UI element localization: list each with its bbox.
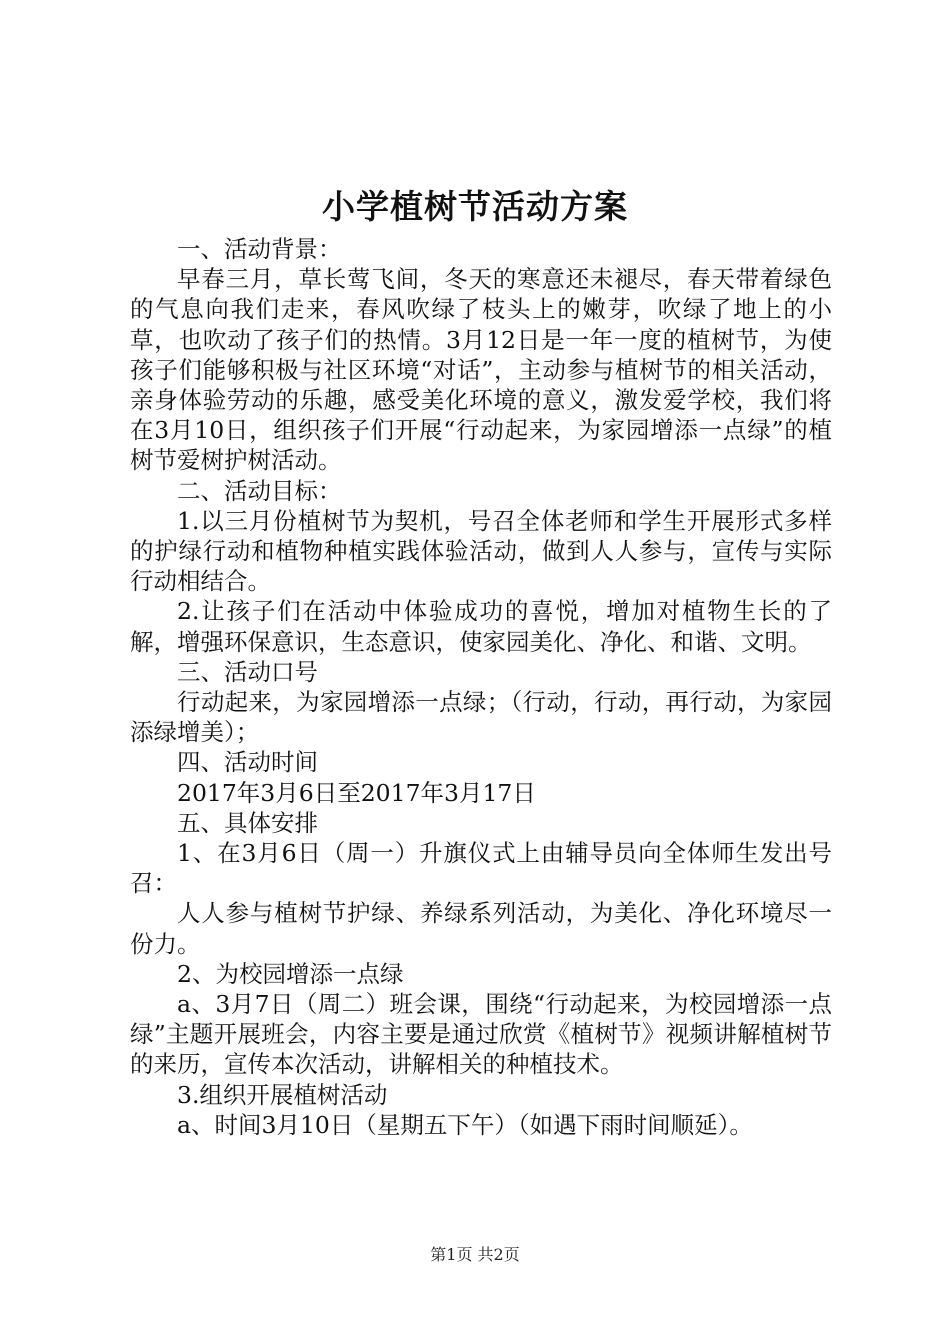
- paragraph-goal-1: 1.以三月份植树节为契机，号召全体老师和学生开展形式多样的护绿行动和植物种植实践体验活动，做到人人参与，宣传与实际行动相结合。: [130, 506, 832, 596]
- document-body: [130, 234, 832, 1140]
- section-heading-time: 四、活动时间: [177, 748, 318, 777]
- paragraph-slogan: 行动起来，为家园增添一点绿；（行动，行动，再行动，为家园添绿增美）；: [130, 688, 832, 747]
- section-heading-slogan: 三、活动口号: [177, 657, 318, 686]
- page-footer: 第1页 共2页: [430, 1245, 520, 1264]
- paragraph-arrangement-2: 2、为校园增添一点绿: [177, 959, 404, 988]
- paragraph-arrangement-2a: a、3月7日（周二）班会课，围绕“行动起来，为校园增添一点绿”主题开展班会，内容主要是通过欣赏《植树节》视频讲解植树节的来历，宣传本次活动，讲解相关的种植技术。: [130, 990, 832, 1079]
- paragraph-background: 早春三月，草长莺飞间，冬天的寒意还未褪尽，春天带着绿色的气息向我们走来，春风吹绿了枝头上的嫩芽，吹绿了地上的小草，也吹动了孩子们的热情。3月12日是一年一度的植树节，为使孩子们能够积极与社区环境“对话”，主动参与植树节的相关活动，亲身体验劳动的乐趣，感受美化环境的意义，激发爱学校，我们将在3月10日，组织孩子们开展“行动起来，为家园增添一点绿”的植树节爱树护树活动。: [130, 265, 832, 475]
- paragraph-arrangement-3: 3.组织开展植树活动: [177, 1080, 388, 1109]
- section-heading-arrangement: 五、具体安排: [177, 808, 318, 837]
- document-title: 小学植树节活动方案: [322, 187, 628, 226]
- section-heading-goals: 二、活动目标：: [177, 476, 342, 505]
- paragraph-arrangement-1: 1、在3月6日（周一）升旗仪式上由辅导员向全体师生发出号召：: [130, 839, 832, 898]
- paragraph-arrangement-3a: a、时间3月10日（星期五下午）（如遇下雨时间顺延）。: [177, 1110, 753, 1139]
- paragraph-arrangement-1-detail: 人人参与植树节护绿、养绿系列活动，为美化、净化环境尽一份力。: [130, 899, 832, 958]
- paragraph-time: 2017年3月6日至2017年3月17日: [177, 778, 536, 807]
- paragraph-goal-2: 2.让孩子们在活动中体验成功的喜悦，增加对植物生长的了解，增强环保意识，生态意识，使家园美化、净化、和谐、文明。: [130, 597, 832, 656]
- section-heading-background: 一、活动背景：: [177, 235, 342, 263]
